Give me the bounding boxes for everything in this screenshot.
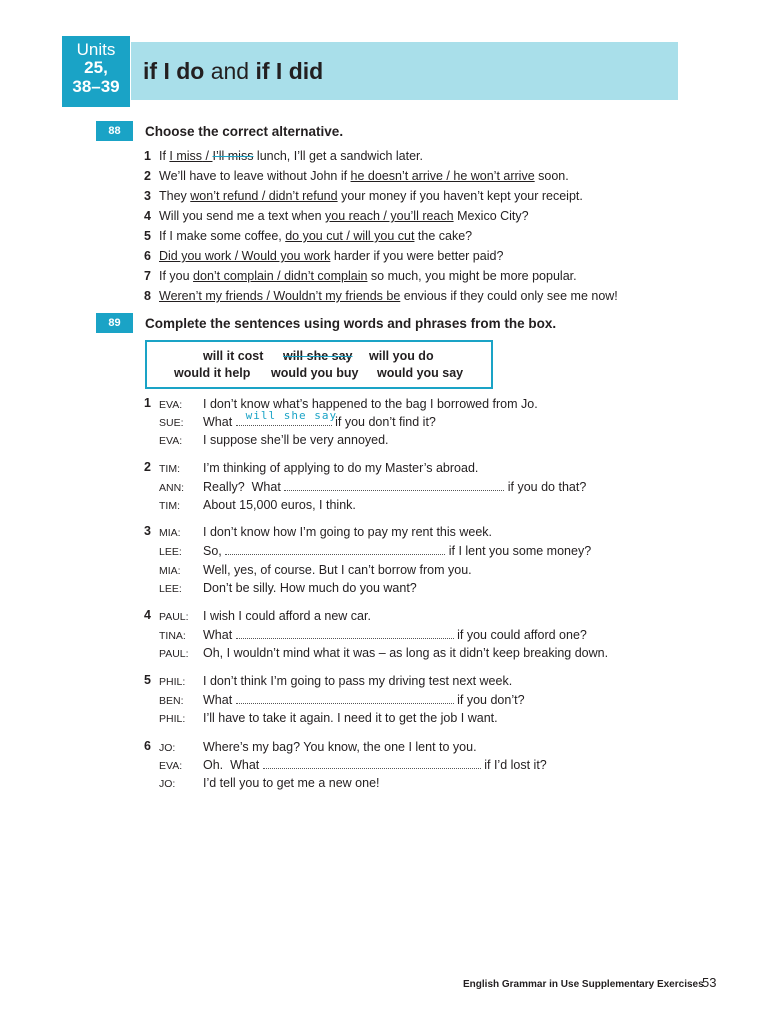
- option-text: you reach / you’ll reach: [325, 209, 454, 223]
- speaker: PAUL:: [159, 648, 189, 660]
- dialogue-number: 6: [144, 739, 151, 753]
- speaker: EVA:: [159, 760, 183, 772]
- utterance: I’m thinking of applying to do my Master’s abroad.: [203, 461, 479, 475]
- question-1: [144, 148, 423, 164]
- option-text: don’t complain / didn’t complain: [193, 269, 368, 283]
- speaker: TIM:: [159, 463, 180, 475]
- utterance-text: What: [203, 628, 236, 642]
- question-text: Will you send me a text when: [159, 209, 326, 223]
- dialogue-number: 2: [144, 460, 151, 474]
- option-text: I miss: [169, 149, 203, 163]
- speaker: JO:: [159, 778, 176, 790]
- question-text: They: [159, 189, 191, 203]
- question-text: Mexico City?: [453, 209, 529, 223]
- question-4: [144, 208, 529, 224]
- utterance: About 15,000 euros, I think.: [203, 498, 356, 512]
- question-5: [144, 228, 472, 244]
- question-number: 6: [144, 249, 151, 263]
- utterance-text: if you could afford one?: [453, 628, 587, 642]
- utterance-text: if you don’t find it?: [331, 415, 436, 429]
- question-text: the cake?: [414, 229, 473, 243]
- phrase-item: will it cost: [203, 349, 264, 363]
- phrase-item-used: will she say: [283, 349, 353, 363]
- utterance-text: What: [203, 415, 236, 429]
- filled-answer: will she say: [245, 409, 338, 422]
- exercise-88-number: 88: [96, 121, 133, 141]
- utterance-with-gap: [203, 627, 587, 643]
- question-number: 1: [144, 149, 151, 163]
- utterance: Oh, I wouldn’t mind what it was – as long as it didn’t keep breaking down.: [203, 646, 609, 660]
- utterance-with-gap: [203, 543, 591, 559]
- option-text: do you cut / will you cut: [285, 229, 415, 243]
- utterance: I’ll have to take it again. I need it to get the job I want.: [203, 711, 498, 725]
- utterance-text: Really? What: [203, 480, 285, 494]
- question-number: 5: [144, 229, 151, 243]
- utterance: I don’t know what’s happened to the bag I borrowed from Jo.: [203, 397, 538, 411]
- dialogue-number: 4: [144, 608, 151, 622]
- dialogue-number: 5: [144, 673, 151, 687]
- question-text: your money if you haven’t kept your receipt.: [337, 189, 583, 203]
- units-badge: [62, 36, 130, 107]
- question-text: so much, you might be more popular.: [367, 269, 577, 283]
- phrase-item: would you say: [377, 366, 464, 380]
- question-number: 4: [144, 209, 151, 223]
- exercise-89-number: 89: [96, 313, 133, 333]
- utterance-text: What: [203, 693, 236, 707]
- speaker: EVA:: [159, 435, 183, 447]
- question-text: envious if they could only see me now!: [400, 289, 618, 303]
- utterance-text: if I’d lost it?: [480, 758, 547, 772]
- question-text: lunch, I’ll get a sandwich later.: [253, 149, 423, 163]
- utterance: I suppose she’ll be very annoyed.: [203, 433, 389, 447]
- question-number: 8: [144, 289, 151, 303]
- question-text: soon.: [534, 169, 569, 183]
- question-number: 3: [144, 189, 151, 203]
- page-number: 53: [702, 975, 717, 990]
- utterance: Well, yes, of course. But I can’t borrow from you.: [203, 563, 472, 577]
- option-text: Did you work / Would you work: [159, 249, 331, 263]
- question-8: [144, 288, 618, 304]
- speaker: PHIL:: [159, 713, 186, 725]
- question-6: [144, 248, 503, 264]
- speaker: LEE:: [159, 583, 182, 595]
- utterance-text: if you don’t?: [453, 693, 525, 707]
- exercise-88-heading: Choose the correct alternative.: [145, 124, 344, 139]
- speaker: TIM:: [159, 500, 180, 512]
- dialogue-number: 3: [144, 524, 151, 538]
- utterance: I don’t know how I’m going to pay my rent this week.: [203, 525, 493, 539]
- title-part2: and: [204, 58, 256, 84]
- answer-gap[interactable]: [236, 627, 454, 639]
- units-number-line1: 25,: [84, 58, 108, 77]
- answer-gap[interactable]: [263, 757, 481, 769]
- book-title: English Grammar in Use Supplementary Exercises: [463, 979, 704, 990]
- dialogue-number: 1: [144, 396, 151, 410]
- page-title: [143, 56, 323, 86]
- option-text: won’t refund / didn’t refund: [190, 189, 338, 203]
- units-label: Units: [76, 40, 116, 59]
- answer-gap[interactable]: [225, 543, 445, 555]
- speaker: BEN:: [159, 695, 184, 707]
- units-number-line2: 38–39: [72, 77, 120, 96]
- utterance-with-gap: [203, 692, 525, 708]
- question-text: If you: [159, 269, 194, 283]
- speaker: MIA:: [159, 565, 181, 577]
- question-text: We’ll have to leave without John if: [159, 169, 351, 183]
- question-text: If I make some coffee,: [159, 229, 286, 243]
- speaker: LEE:: [159, 546, 182, 558]
- speaker: MIA:: [159, 527, 181, 539]
- utterance-text: Oh. What: [203, 758, 263, 772]
- crossed-out-option: I’ll miss: [212, 149, 254, 163]
- speaker: ANN:: [159, 482, 185, 494]
- speaker: JO:: [159, 742, 176, 754]
- utterance-with-gap: [203, 757, 547, 773]
- title-part1: if I do: [143, 58, 205, 84]
- question-3: [144, 188, 583, 204]
- question-7: [144, 268, 577, 284]
- utterance-text: if you do that?: [504, 480, 587, 494]
- option-separator: /: [202, 149, 213, 163]
- utterance: Don’t be silly. How much do you want?: [203, 581, 417, 595]
- utterance: I don’t think I’m going to pass my driving test next week.: [203, 674, 513, 688]
- question-text: harder if you were better paid?: [330, 249, 504, 263]
- speaker: SUE:: [159, 417, 184, 429]
- utterance-text: if I lent you some money?: [445, 544, 592, 558]
- answer-gap[interactable]: [236, 692, 454, 704]
- answer-gap[interactable]: [236, 409, 338, 426]
- question-text: If: [159, 149, 170, 163]
- speaker: TINA:: [159, 630, 186, 642]
- exercise-89-heading: Complete the sentences using words and phrases from the box.: [145, 316, 557, 331]
- phrase-item: would it help: [174, 366, 251, 380]
- question-2: [144, 168, 569, 184]
- speaker: PAUL:: [159, 611, 189, 623]
- phrase-item: will you do: [369, 349, 434, 363]
- speaker: PHIL:: [159, 676, 186, 688]
- utterance: I’d tell you to get me a new one!: [203, 776, 380, 790]
- utterance-with-gap: [203, 479, 586, 495]
- question-number: 7: [144, 269, 151, 283]
- option-text: he doesn’t arrive / he won’t arrive: [350, 169, 535, 183]
- utterance-with-gap: [203, 409, 436, 430]
- option-text: Weren’t my friends / Wouldn’t my friends be: [159, 289, 401, 303]
- phrase-box: [145, 340, 493, 389]
- question-number: 2: [144, 169, 151, 183]
- utterance-text: So,: [203, 544, 226, 558]
- phrase-item: would you buy: [271, 366, 359, 380]
- title-part3: if I did: [255, 58, 324, 84]
- speaker: EVA:: [159, 399, 183, 411]
- utterance: Where’s my bag? You know, the one I lent to you.: [203, 740, 477, 754]
- answer-gap[interactable]: [284, 479, 504, 491]
- utterance: I wish I could afford a new car.: [203, 609, 371, 623]
